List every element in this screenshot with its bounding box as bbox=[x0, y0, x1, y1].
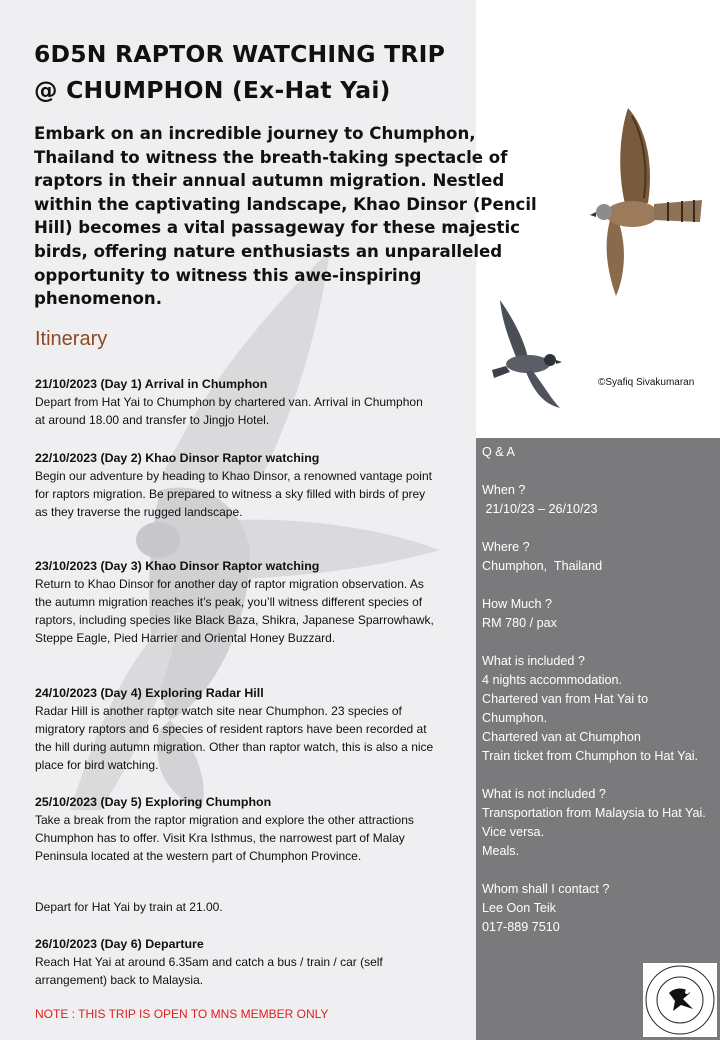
day-title: 26/10/2023 (Day 6) Departure bbox=[35, 937, 204, 951]
itinerary-day-5 bbox=[35, 793, 435, 865]
cost-value: RM 780 / pax bbox=[482, 616, 557, 630]
not-included-item: Transportation from Malaysia to Hat Yai. Vice versa. bbox=[482, 806, 706, 839]
falcon-photo bbox=[492, 300, 570, 408]
when-label: When ? bbox=[482, 483, 526, 497]
included-item: Train ticket from Chumphon to Hat Yai. bbox=[482, 749, 699, 763]
photo-credit: ©Syafiq Sivakumaran bbox=[598, 377, 695, 388]
itinerary-day-4 bbox=[35, 684, 435, 774]
mns-bird-group-logo bbox=[643, 963, 717, 1037]
cost-label: How Much ? bbox=[482, 597, 552, 611]
where-label: Where ? bbox=[482, 540, 530, 554]
included-item: Chartered van at Chumphon bbox=[482, 730, 641, 744]
included-item: Chartered van from Hat Yai to Chumphon. bbox=[482, 692, 649, 725]
page-title bbox=[34, 36, 445, 108]
included-item: 4 nights accommodation. bbox=[482, 673, 623, 687]
membership-note: NOTE : THIS TRIP IS OPEN TO MNS MEMBER ONLY bbox=[35, 1007, 329, 1021]
contact-phone: 017-889 7510 bbox=[482, 920, 560, 934]
qa-heading: Q & A bbox=[482, 445, 515, 459]
contact-label: Whom shall I contact ? bbox=[482, 882, 610, 896]
departure-note: Depart for Hat Yai by train at 21.00. bbox=[35, 900, 223, 914]
qa-content bbox=[482, 443, 714, 937]
day-title: 25/10/2023 (Day 5) Exploring Chumphon bbox=[35, 795, 272, 809]
day-description: Return to Khao Dinsor for another day of raptor migration observation. As the autumn migration reaches it’s peak, you’ll witness different species of raptors, including species like Black Baza, Shikra, Japanese Sparrowhawk, Steppe Eagle, Pied Harrier and Oriental Honey Buzzard. bbox=[35, 577, 434, 645]
day-title: 23/10/2023 (Day 3) Khao Dinsor Raptor watching bbox=[35, 559, 320, 573]
itinerary-heading: Itinerary bbox=[35, 328, 108, 350]
day-title: 22/10/2023 (Day 2) Khao Dinsor Raptor watching bbox=[35, 451, 320, 465]
included-label: What is included ? bbox=[482, 654, 585, 668]
intro-paragraph: Embark on an incredible journey to Chumphon, Thailand to witness the breath-taking spectacle of raptors in their annual autumn migration. Nestled within the captivating landscape, Khao Dinsor (Pencil Hill) becomes a vital passageway for these majestic birds, offering nature enthusiasts an unparalleled opportunity to witness this awe-inspiring phenomenon. bbox=[34, 124, 537, 309]
itinerary-day-6 bbox=[35, 935, 435, 989]
when-value: 21/10/23 – 26/10/23 bbox=[482, 502, 598, 516]
not-included-item: Meals. bbox=[482, 844, 520, 858]
day-title: 24/10/2023 (Day 4) Exploring Radar Hill bbox=[35, 686, 264, 700]
title-line-2: @ CHUMPHON (Ex-Hat Yai) bbox=[34, 76, 391, 104]
where-value: Chumphon, Thailand bbox=[482, 559, 603, 573]
not-included-label: What is not included ? bbox=[482, 787, 606, 801]
day-title: 21/10/2023 (Day 1) Arrival in Chumphon bbox=[35, 377, 268, 391]
contact-name: Lee Oon Teik bbox=[482, 901, 556, 915]
day-description: Depart from Hat Yai to Chumphon by chartered van. Arrival in Chumphon at around 18.00 and transfer to Jingjo Hotel. bbox=[35, 395, 423, 427]
itinerary-day-2 bbox=[35, 449, 435, 521]
day-description: Radar Hill is another raptor watch site near Chumphon. 23 species of migratory raptors and 6 species of resident raptors have been recorded at the hill during autumn migration. Other than raptor watch, this is also a nice place for bird watching. bbox=[35, 704, 434, 772]
title-line-1: 6D5N RAPTOR WATCHING TRIP bbox=[34, 40, 445, 68]
day-description: Reach Hat Yai at around 6.35am and catch a bus / train / car (self arrangement) back to Malaysia. bbox=[35, 955, 383, 987]
itinerary-day-3 bbox=[35, 557, 435, 647]
honey-buzzard-photo bbox=[588, 108, 702, 296]
itinerary-day-1 bbox=[35, 375, 435, 429]
day-description: Take a break from the raptor migration and explore the other attractions Chumphon has to offer. Visit Kra Isthmus, the narrowest part of Malay Peninsula located at the western part of Chumphon Province. bbox=[35, 813, 414, 863]
day-description: Begin our adventure by heading to Khao Dinsor, a renowned vantage point for raptors migration. Be prepared to witness a sky filled with birds of prey as they traverse the rugged landscape. bbox=[35, 469, 432, 519]
